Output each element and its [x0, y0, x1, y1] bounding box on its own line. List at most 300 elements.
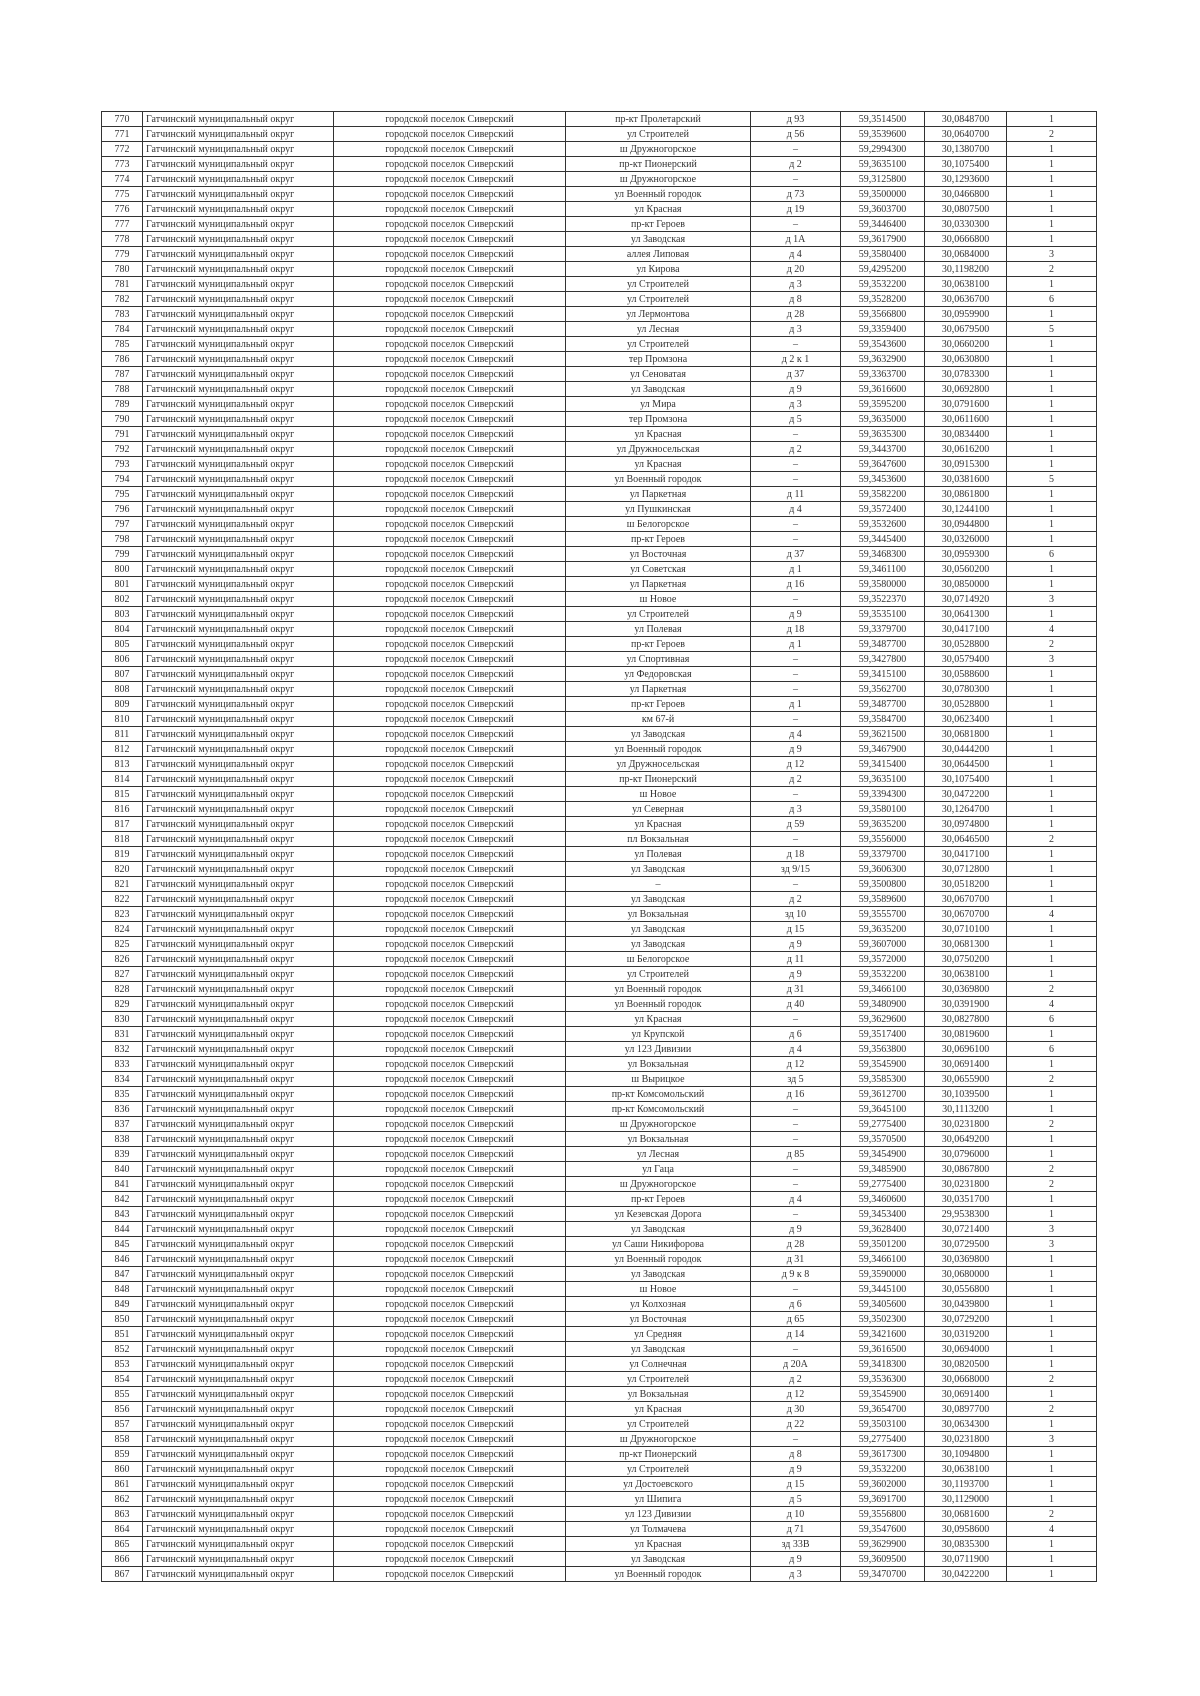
- street-cell: ул Красная: [566, 1012, 751, 1027]
- table-row: [102, 1237, 1097, 1252]
- district-cell: Гатчинский муниципальный округ: [143, 847, 334, 862]
- table-row: [102, 1432, 1097, 1447]
- settlement-cell: городской поселок Сиверский: [334, 1027, 566, 1042]
- count-cell: 1: [1007, 877, 1097, 892]
- row-number: 772: [102, 142, 143, 157]
- settlement-cell: городской поселок Сиверский: [334, 532, 566, 547]
- count-cell: 1: [1007, 1417, 1097, 1432]
- row-number: 837: [102, 1117, 143, 1132]
- table-row: [102, 202, 1097, 217]
- latitude-cell: 59,3609500: [841, 1552, 925, 1567]
- row-number: 846: [102, 1252, 143, 1267]
- street-cell: ул Вокзальная: [566, 1057, 751, 1072]
- longitude-cell: 30,0634300: [925, 1417, 1007, 1432]
- latitude-cell: 59,3635000: [841, 412, 925, 427]
- table-row: [102, 772, 1097, 787]
- latitude-cell: 59,3545900: [841, 1387, 925, 1402]
- latitude-cell: 59,3487700: [841, 697, 925, 712]
- district-cell: Гатчинский муниципальный округ: [143, 1357, 334, 1372]
- settlement-cell: городской поселок Сиверский: [334, 1012, 566, 1027]
- latitude-cell: 59,3589600: [841, 892, 925, 907]
- table-row: [102, 472, 1097, 487]
- latitude-cell: 59,3539600: [841, 127, 925, 142]
- settlement-cell: городской поселок Сиверский: [334, 1342, 566, 1357]
- table-row: [102, 232, 1097, 247]
- longitude-cell: 30,1075400: [925, 772, 1007, 787]
- longitude-cell: 30,0959900: [925, 307, 1007, 322]
- street-cell: ул Паркетная: [566, 577, 751, 592]
- street-cell: ул Заводская: [566, 922, 751, 937]
- district-cell: Гатчинский муниципальный округ: [143, 922, 334, 937]
- settlement-cell: городской поселок Сиверский: [334, 1042, 566, 1057]
- count-cell: 6: [1007, 1012, 1097, 1027]
- settlement-cell: городской поселок Сиверский: [334, 652, 566, 667]
- settlement-cell: городской поселок Сиверский: [334, 562, 566, 577]
- district-cell: Гатчинский муниципальный округ: [143, 877, 334, 892]
- row-number: 823: [102, 907, 143, 922]
- table-row: [102, 1192, 1097, 1207]
- longitude-cell: 30,0231800: [925, 1117, 1007, 1132]
- district-cell: Гатчинский муниципальный округ: [143, 1417, 334, 1432]
- district-cell: Гатчинский муниципальный округ: [143, 277, 334, 292]
- street-cell: ул Полевая: [566, 847, 751, 862]
- settlement-cell: городской поселок Сиверский: [334, 997, 566, 1012]
- longitude-cell: 30,0780300: [925, 682, 1007, 697]
- house-cell: д 2: [751, 157, 841, 172]
- house-cell: д 56: [751, 127, 841, 142]
- longitude-cell: 30,1244100: [925, 502, 1007, 517]
- row-number: 839: [102, 1147, 143, 1162]
- table-row: [102, 1222, 1097, 1237]
- count-cell: 1: [1007, 187, 1097, 202]
- latitude-cell: 59,3580000: [841, 577, 925, 592]
- table-row: [102, 982, 1097, 997]
- row-number: 810: [102, 712, 143, 727]
- street-cell: ул Строителей: [566, 337, 751, 352]
- latitude-cell: 59,3485900: [841, 1162, 925, 1177]
- settlement-cell: городской поселок Сиверский: [334, 802, 566, 817]
- house-cell: д 31: [751, 1252, 841, 1267]
- house-cell: д 37: [751, 547, 841, 562]
- street-cell: ул Строителей: [566, 967, 751, 982]
- table-row: [102, 1567, 1097, 1582]
- row-number: 859: [102, 1447, 143, 1462]
- table-row: [102, 142, 1097, 157]
- settlement-cell: городской поселок Сиверский: [334, 727, 566, 742]
- count-cell: 1: [1007, 787, 1097, 802]
- row-number: 786: [102, 352, 143, 367]
- latitude-cell: 59,3500800: [841, 877, 925, 892]
- latitude-cell: 59,3415100: [841, 667, 925, 682]
- house-cell: д 12: [751, 757, 841, 772]
- settlement-cell: городской поселок Сиверский: [334, 337, 566, 352]
- count-cell: 2: [1007, 1162, 1097, 1177]
- table-row: [102, 652, 1097, 667]
- street-cell: ул Вокзальная: [566, 1132, 751, 1147]
- house-cell: –: [751, 682, 841, 697]
- row-number: 797: [102, 517, 143, 532]
- longitude-cell: 30,0422200: [925, 1567, 1007, 1582]
- district-cell: Гатчинский муниципальный округ: [143, 1027, 334, 1042]
- latitude-cell: 59,3532600: [841, 517, 925, 532]
- count-cell: 4: [1007, 622, 1097, 637]
- count-cell: 1: [1007, 667, 1097, 682]
- count-cell: 1: [1007, 757, 1097, 772]
- table-row: [102, 1492, 1097, 1507]
- district-cell: Гатчинский муниципальный округ: [143, 622, 334, 637]
- longitude-cell: 30,0391900: [925, 997, 1007, 1012]
- longitude-cell: 29,9538300: [925, 1207, 1007, 1222]
- table-row: [102, 412, 1097, 427]
- count-cell: 1: [1007, 1027, 1097, 1042]
- table-row: [102, 907, 1097, 922]
- house-cell: д 1: [751, 562, 841, 577]
- house-cell: –: [751, 1207, 841, 1222]
- latitude-cell: 59,3359400: [841, 322, 925, 337]
- street-cell: пр-кт Героев: [566, 217, 751, 232]
- longitude-cell: 30,0556800: [925, 1282, 1007, 1297]
- settlement-cell: городской поселок Сиверский: [334, 577, 566, 592]
- house-cell: –: [751, 532, 841, 547]
- count-cell: 1: [1007, 1102, 1097, 1117]
- row-number: 833: [102, 1057, 143, 1072]
- count-cell: 1: [1007, 1132, 1097, 1147]
- house-cell: д 37: [751, 367, 841, 382]
- longitude-cell: 30,0444200: [925, 742, 1007, 757]
- street-cell: ул Военный городок: [566, 187, 751, 202]
- latitude-cell: 59,2775400: [841, 1432, 925, 1447]
- settlement-cell: городской поселок Сиверский: [334, 397, 566, 412]
- row-number: 809: [102, 697, 143, 712]
- house-cell: д 30: [751, 1402, 841, 1417]
- district-cell: Гатчинский муниципальный округ: [143, 607, 334, 622]
- latitude-cell: 59,3584700: [841, 712, 925, 727]
- table-row: [102, 787, 1097, 802]
- count-cell: 1: [1007, 1267, 1097, 1282]
- street-cell: ул Военный городок: [566, 1252, 751, 1267]
- latitude-cell: 59,3543600: [841, 337, 925, 352]
- table-row: [102, 862, 1097, 877]
- settlement-cell: городской поселок Сиверский: [334, 1102, 566, 1117]
- latitude-cell: 59,2994300: [841, 142, 925, 157]
- latitude-cell: 59,3443700: [841, 442, 925, 457]
- longitude-cell: 30,0974800: [925, 817, 1007, 832]
- district-cell: Гатчинский муниципальный округ: [143, 382, 334, 397]
- table-row: [102, 1342, 1097, 1357]
- house-cell: –: [751, 1177, 841, 1192]
- row-number: 811: [102, 727, 143, 742]
- latitude-cell: 59,3503100: [841, 1417, 925, 1432]
- district-cell: Гатчинский муниципальный округ: [143, 322, 334, 337]
- settlement-cell: городской поселок Сиверский: [334, 322, 566, 337]
- table-row: [102, 1372, 1097, 1387]
- table-row: [102, 607, 1097, 622]
- count-cell: 1: [1007, 142, 1097, 157]
- district-cell: Гатчинский муниципальный округ: [143, 1537, 334, 1552]
- count-cell: 2: [1007, 1072, 1097, 1087]
- table-row: [102, 307, 1097, 322]
- house-cell: д 2: [751, 772, 841, 787]
- district-cell: Гатчинский муниципальный округ: [143, 1462, 334, 1477]
- settlement-cell: городской поселок Сиверский: [334, 832, 566, 847]
- row-number: 805: [102, 637, 143, 652]
- longitude-cell: 30,0684000: [925, 247, 1007, 262]
- settlement-cell: городской поселок Сиверский: [334, 127, 566, 142]
- row-number: 822: [102, 892, 143, 907]
- street-cell: ул Красная: [566, 457, 751, 472]
- district-cell: Гатчинский муниципальный округ: [143, 1312, 334, 1327]
- row-number: 817: [102, 817, 143, 832]
- registry-table: [101, 111, 1097, 1582]
- longitude-cell: 30,0827800: [925, 1012, 1007, 1027]
- street-cell: ул Дружносельская: [566, 757, 751, 772]
- district-cell: Гатчинский муниципальный округ: [143, 802, 334, 817]
- count-cell: 1: [1007, 817, 1097, 832]
- house-cell: д 71: [751, 1522, 841, 1537]
- district-cell: Гатчинский муниципальный округ: [143, 637, 334, 652]
- settlement-cell: городской поселок Сиверский: [334, 1327, 566, 1342]
- settlement-cell: городской поселок Сиверский: [334, 457, 566, 472]
- table-row: [102, 1177, 1097, 1192]
- street-cell: ш Дружногорское: [566, 1432, 751, 1447]
- row-number: 818: [102, 832, 143, 847]
- house-cell: д 3: [751, 397, 841, 412]
- latitude-cell: 59,3532200: [841, 967, 925, 982]
- street-cell: ул 123 Дивизии: [566, 1042, 751, 1057]
- row-number: 861: [102, 1477, 143, 1492]
- longitude-cell: 30,0681300: [925, 937, 1007, 952]
- count-cell: 3: [1007, 1432, 1097, 1447]
- row-number: 856: [102, 1402, 143, 1417]
- settlement-cell: городской поселок Сиверский: [334, 622, 566, 637]
- row-number: 852: [102, 1342, 143, 1357]
- latitude-cell: 59,3572400: [841, 502, 925, 517]
- longitude-cell: 30,0417100: [925, 622, 1007, 637]
- longitude-cell: 30,0679500: [925, 322, 1007, 337]
- district-cell: Гатчинский муниципальный округ: [143, 892, 334, 907]
- count-cell: 1: [1007, 922, 1097, 937]
- district-cell: Гатчинский муниципальный округ: [143, 142, 334, 157]
- longitude-cell: 30,0670700: [925, 907, 1007, 922]
- table-row: [102, 1207, 1097, 1222]
- house-cell: –: [751, 652, 841, 667]
- house-cell: д 6: [751, 1027, 841, 1042]
- longitude-cell: 30,0466800: [925, 187, 1007, 202]
- count-cell: 1: [1007, 1447, 1097, 1462]
- table-row: [102, 757, 1097, 772]
- table-row: [102, 1312, 1097, 1327]
- latitude-cell: 59,3547600: [841, 1522, 925, 1537]
- settlement-cell: городской поселок Сиверский: [334, 937, 566, 952]
- house-cell: д 4: [751, 1192, 841, 1207]
- district-cell: Гатчинский муниципальный округ: [143, 1162, 334, 1177]
- latitude-cell: 59,3535100: [841, 607, 925, 622]
- street-cell: ш Дружногорское: [566, 1177, 751, 1192]
- district-cell: Гатчинский муниципальный округ: [143, 1507, 334, 1522]
- latitude-cell: 59,3532200: [841, 1462, 925, 1477]
- row-number: 853: [102, 1357, 143, 1372]
- district-cell: Гатчинский муниципальный округ: [143, 577, 334, 592]
- row-number: 812: [102, 742, 143, 757]
- street-cell: ул Строителей: [566, 1462, 751, 1477]
- table-row: [102, 1102, 1097, 1117]
- latitude-cell: 59,3590000: [841, 1267, 925, 1282]
- street-cell: ул Заводская: [566, 727, 751, 742]
- house-cell: д 9: [751, 1462, 841, 1477]
- district-cell: Гатчинский муниципальный округ: [143, 367, 334, 382]
- settlement-cell: городской поселок Сиверский: [334, 1567, 566, 1582]
- settlement-cell: городской поселок Сиверский: [334, 517, 566, 532]
- count-cell: 1: [1007, 712, 1097, 727]
- latitude-cell: 59,3635200: [841, 817, 925, 832]
- table-row: [102, 277, 1097, 292]
- street-cell: ул Красная: [566, 427, 751, 442]
- settlement-cell: городской поселок Сиверский: [334, 817, 566, 832]
- longitude-cell: 30,0640700: [925, 127, 1007, 142]
- district-cell: Гатчинский муниципальный округ: [143, 112, 334, 127]
- table-row: [102, 337, 1097, 352]
- count-cell: 2: [1007, 637, 1097, 652]
- house-cell: д 2: [751, 442, 841, 457]
- latitude-cell: 59,3616500: [841, 1342, 925, 1357]
- longitude-cell: 30,1293600: [925, 172, 1007, 187]
- longitude-cell: 30,0694000: [925, 1342, 1007, 1357]
- row-number: 794: [102, 472, 143, 487]
- table-row: [102, 877, 1097, 892]
- district-cell: Гатчинский муниципальный округ: [143, 442, 334, 457]
- latitude-cell: 59,3635100: [841, 157, 925, 172]
- row-number: 798: [102, 532, 143, 547]
- latitude-cell: 59,3556800: [841, 1507, 925, 1522]
- count-cell: 1: [1007, 412, 1097, 427]
- house-cell: д 1: [751, 637, 841, 652]
- district-cell: Гатчинский муниципальный округ: [143, 1342, 334, 1357]
- row-number: 831: [102, 1027, 143, 1042]
- row-number: 790: [102, 412, 143, 427]
- district-cell: Гатчинский муниципальный округ: [143, 997, 334, 1012]
- house-cell: д 3: [751, 1567, 841, 1582]
- latitude-cell: 59,3363700: [841, 367, 925, 382]
- row-number: 808: [102, 682, 143, 697]
- street-cell: ул Солнечная: [566, 1357, 751, 1372]
- latitude-cell: 59,3460600: [841, 1192, 925, 1207]
- house-cell: д 9: [751, 1552, 841, 1567]
- longitude-cell: 30,1094800: [925, 1447, 1007, 1462]
- longitude-cell: 30,0680000: [925, 1267, 1007, 1282]
- latitude-cell: 59,3580100: [841, 802, 925, 817]
- street-cell: пр-кт Комсомольский: [566, 1087, 751, 1102]
- settlement-cell: городской поселок Сиверский: [334, 1282, 566, 1297]
- table-row: [102, 457, 1097, 472]
- count-cell: 1: [1007, 157, 1097, 172]
- longitude-cell: 30,0796000: [925, 1147, 1007, 1162]
- row-number: 793: [102, 457, 143, 472]
- count-cell: 1: [1007, 487, 1097, 502]
- district-cell: Гатчинский муниципальный округ: [143, 1387, 334, 1402]
- longitude-cell: 30,0439800: [925, 1297, 1007, 1312]
- latitude-cell: 59,3466100: [841, 1252, 925, 1267]
- house-cell: д 9: [751, 742, 841, 757]
- district-cell: Гатчинский муниципальный округ: [143, 1297, 334, 1312]
- street-cell: пл Вокзальная: [566, 832, 751, 847]
- count-cell: 1: [1007, 697, 1097, 712]
- district-cell: Гатчинский муниципальный округ: [143, 1192, 334, 1207]
- longitude-cell: 30,0835300: [925, 1537, 1007, 1552]
- house-cell: д 31: [751, 982, 841, 997]
- street-cell: ул Красная: [566, 1402, 751, 1417]
- row-number: 860: [102, 1462, 143, 1477]
- longitude-cell: 30,0867800: [925, 1162, 1007, 1177]
- row-number: 845: [102, 1237, 143, 1252]
- table-row: [102, 667, 1097, 682]
- house-cell: д 4: [751, 727, 841, 742]
- latitude-cell: 59,3517400: [841, 1027, 925, 1042]
- table-row: [102, 1417, 1097, 1432]
- table-row: [102, 592, 1097, 607]
- table-row: [102, 532, 1097, 547]
- house-cell: д 18: [751, 622, 841, 637]
- longitude-cell: 30,0959300: [925, 547, 1007, 562]
- street-cell: пр-кт Героев: [566, 697, 751, 712]
- house-cell: зд 5: [751, 1072, 841, 1087]
- latitude-cell: 59,3621500: [841, 727, 925, 742]
- house-cell: д 18: [751, 847, 841, 862]
- district-cell: Гатчинский муниципальный округ: [143, 427, 334, 442]
- settlement-cell: городской поселок Сиверский: [334, 1402, 566, 1417]
- house-cell: –: [751, 517, 841, 532]
- street-cell: ул Заводская: [566, 1552, 751, 1567]
- street-cell: ул Сеноватая: [566, 367, 751, 382]
- longitude-cell: 30,0915300: [925, 457, 1007, 472]
- district-cell: Гатчинский муниципальный округ: [143, 232, 334, 247]
- latitude-cell: 59,3514500: [841, 112, 925, 127]
- house-cell: д 5: [751, 1492, 841, 1507]
- latitude-cell: 59,3468300: [841, 547, 925, 562]
- row-number: 781: [102, 277, 143, 292]
- table-row: [102, 1297, 1097, 1312]
- longitude-cell: 30,0714920: [925, 592, 1007, 607]
- settlement-cell: городской поселок Сиверский: [334, 847, 566, 862]
- street-cell: ш Белогорское: [566, 517, 751, 532]
- district-cell: Гатчинский муниципальный округ: [143, 712, 334, 727]
- district-cell: Гатчинский муниципальный округ: [143, 832, 334, 847]
- longitude-cell: 30,0588600: [925, 667, 1007, 682]
- latitude-cell: 59,3654700: [841, 1402, 925, 1417]
- count-cell: 1: [1007, 397, 1097, 412]
- longitude-cell: 30,0528800: [925, 637, 1007, 652]
- count-cell: 1: [1007, 307, 1097, 322]
- latitude-cell: 59,3602000: [841, 1477, 925, 1492]
- settlement-cell: городской поселок Сиверский: [334, 547, 566, 562]
- count-cell: 1: [1007, 1357, 1097, 1372]
- house-cell: д 9 к 8: [751, 1267, 841, 1282]
- settlement-cell: городской поселок Сиверский: [334, 1132, 566, 1147]
- count-cell: 1: [1007, 202, 1097, 217]
- district-cell: Гатчинский муниципальный округ: [143, 1207, 334, 1222]
- row-number: 838: [102, 1132, 143, 1147]
- district-cell: Гатчинский муниципальный округ: [143, 457, 334, 472]
- settlement-cell: городской поселок Сиверский: [334, 277, 566, 292]
- table-row: [102, 1087, 1097, 1102]
- latitude-cell: 59,3647600: [841, 457, 925, 472]
- longitude-cell: 30,0655900: [925, 1072, 1007, 1087]
- street-cell: пр-кт Пионерский: [566, 157, 751, 172]
- latitude-cell: 59,3691700: [841, 1492, 925, 1507]
- street-cell: ул Заводская: [566, 892, 751, 907]
- count-cell: 5: [1007, 472, 1097, 487]
- street-cell: ул Строителей: [566, 277, 751, 292]
- longitude-cell: 30,0417100: [925, 847, 1007, 862]
